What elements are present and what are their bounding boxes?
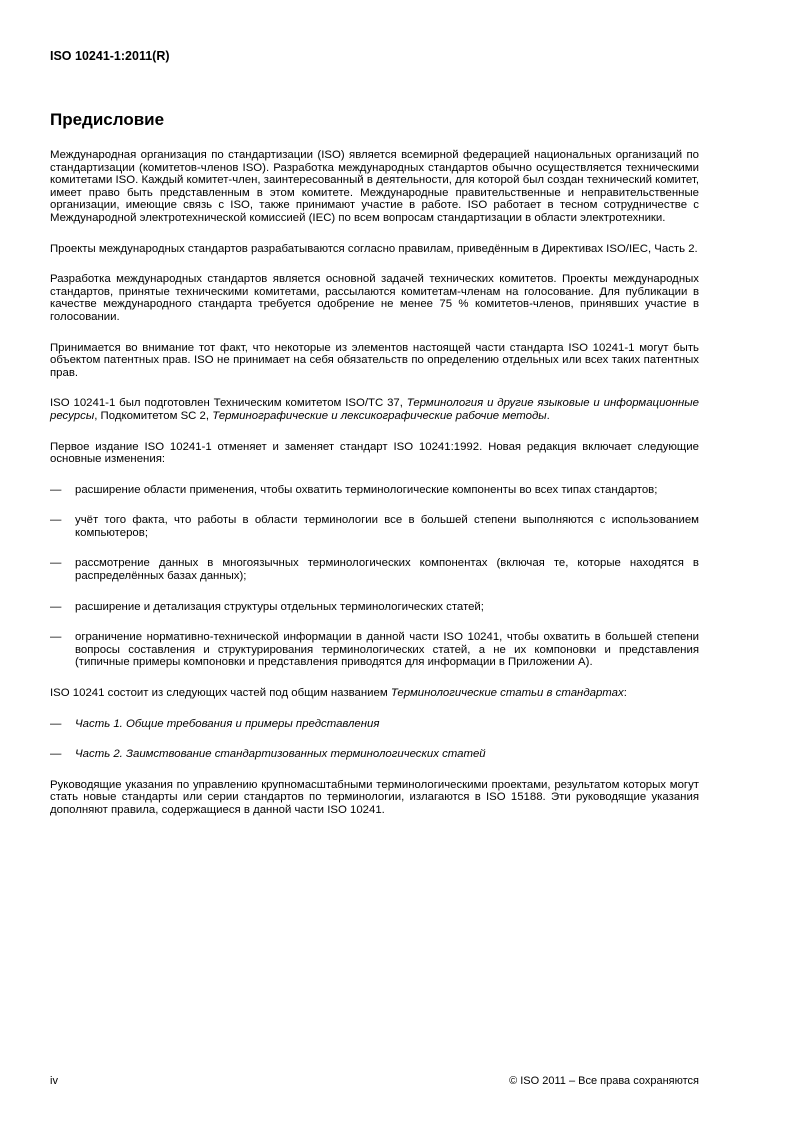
paragraph-first-edition: Первое издание ISO 10241-1 отменяет и заменяет стандарт ISO 10241:1992. Новая редакция включает следующие основные изменения: <box>50 440 699 466</box>
page-number: iv <box>50 1075 58 1087</box>
prepared-by-text-e: . <box>546 409 550 422</box>
committee-tc-name: Терминология и другие языковые и информационные ресурсы <box>50 397 699 422</box>
parts-intro-text-a: ISO 10241 состоит из следующих частей под общим названием <box>50 687 391 700</box>
series-title: Терминологические статьи в стандартах <box>390 687 624 700</box>
part-title: Часть 2. Заимствование стандартизованных терминологических статей <box>75 748 486 761</box>
list-item-text: учёт того факта, что работы в области терминологии все в большей степени выполняются с использованием компьютеров; <box>75 514 699 539</box>
dash-marker: — <box>50 514 62 527</box>
list-item-text: ограничение нормативно-технической информации в данной части ISO 10241, чтобы охватить в большей степени вопросы составления и структурирования терминологических статей, а не их компоновки и представления (типичные примеры компоновки и представления приводятся для информации в Приложении А). <box>75 631 699 669</box>
list-item-change <box>50 484 699 497</box>
dash-marker: — <box>50 717 62 730</box>
copyright-notice: © ISO 2011 – Все права сохраняются <box>509 1075 699 1087</box>
dash-marker: — <box>50 557 62 570</box>
list-item-change <box>50 631 699 669</box>
dash-marker: — <box>50 483 62 496</box>
paragraph-iso-intro: Международная организация по стандартизации (ISO) является всемирной федерацией национальных организаций по стандартизации (комитетов-членов ISO). Разработка международных стандартов обычно осуществляется техническими комитетами ISO. Каждый комитет-член, заинтересованный в деятельности, для которой был создан технический комитет, имеет право быть представленным в этом комитете. Международные правительственные и неправительственные организации, имеющие связь с ISO, также принимают участие в работе. ISO работает в тесном сотрудничестве с Международной электротехнической комиссией (IEC) по всем вопросам стандартизации в области электротехники. <box>50 149 699 224</box>
paragraph-parts-intro <box>50 687 699 700</box>
paragraph-directives: Проекты международных стандартов разрабатываются согласно правилам, приведённым в Директивах ISO/IEC, Часть 2. <box>50 242 698 255</box>
dash-marker: — <box>50 600 62 613</box>
paragraph-guidelines: Руководящие указания по управлению крупномасштабными терминологическими проектами, результатом которых могут стать новые стандарты или серии стандартов по терминологии, излагаются в ISO 15188. Эти руководящие указания дополняют правила, содержащиеся в данной части ISO 10241. <box>50 778 699 816</box>
page-title: Предисловие <box>50 110 165 129</box>
document-body <box>50 149 699 835</box>
dash-marker: — <box>50 748 62 761</box>
prepared-by-text-a: ISO 10241-1 был подготовлен Техническим комитетом ISO/TC 37, <box>50 397 407 410</box>
list-item-text: расширение области применения, чтобы охватить терминологические компоненты во всех типах стандартов; <box>75 483 658 496</box>
document-code: ISO 10241-1:2011(R) <box>50 49 170 63</box>
list-item-part <box>50 718 699 731</box>
dash-marker: — <box>50 631 62 644</box>
list-item-change <box>50 601 699 614</box>
list-item-part <box>50 748 699 761</box>
list-item-change <box>50 557 699 582</box>
list-item-text: рассмотрение данных в многоязычных терминологических компонентах (включая те, которые находятся в распределённых базах данных); <box>75 557 699 583</box>
paragraph-patents: Принимается во внимание тот факт, что некоторые из элементов настоящей части стандарта ISO 10241-1 могут быть объектом патентных прав. ISO не принимает на себя обязательств по определению отдельных или всех таких патентных прав. <box>50 341 699 379</box>
paragraph-prepared-by <box>50 397 699 422</box>
subcommittee-sc-name: Терминографические и лексикографические рабочие методы <box>212 409 547 422</box>
parts-intro-text-c: : <box>623 687 627 700</box>
paragraph-drafting: Разработка международных стандартов является основной задачей технических комитетов. Проекты международных стандартов, принятые техническими комитетами, рассылаются комитетам-членам на голосование. Для публикации в качестве международного стандарта требуется одобрение не менее 75 % комитетов-членов, принявших участие в голосовании. <box>50 273 699 323</box>
list-item-change <box>50 514 699 539</box>
list-item-text: расширение и детализация структуры отдельных терминологических статей; <box>75 600 484 613</box>
part-title: Часть 1. Общие требования и примеры представления <box>75 717 380 730</box>
prepared-by-text-c: , Подкомитетом SC 2, <box>94 409 213 422</box>
